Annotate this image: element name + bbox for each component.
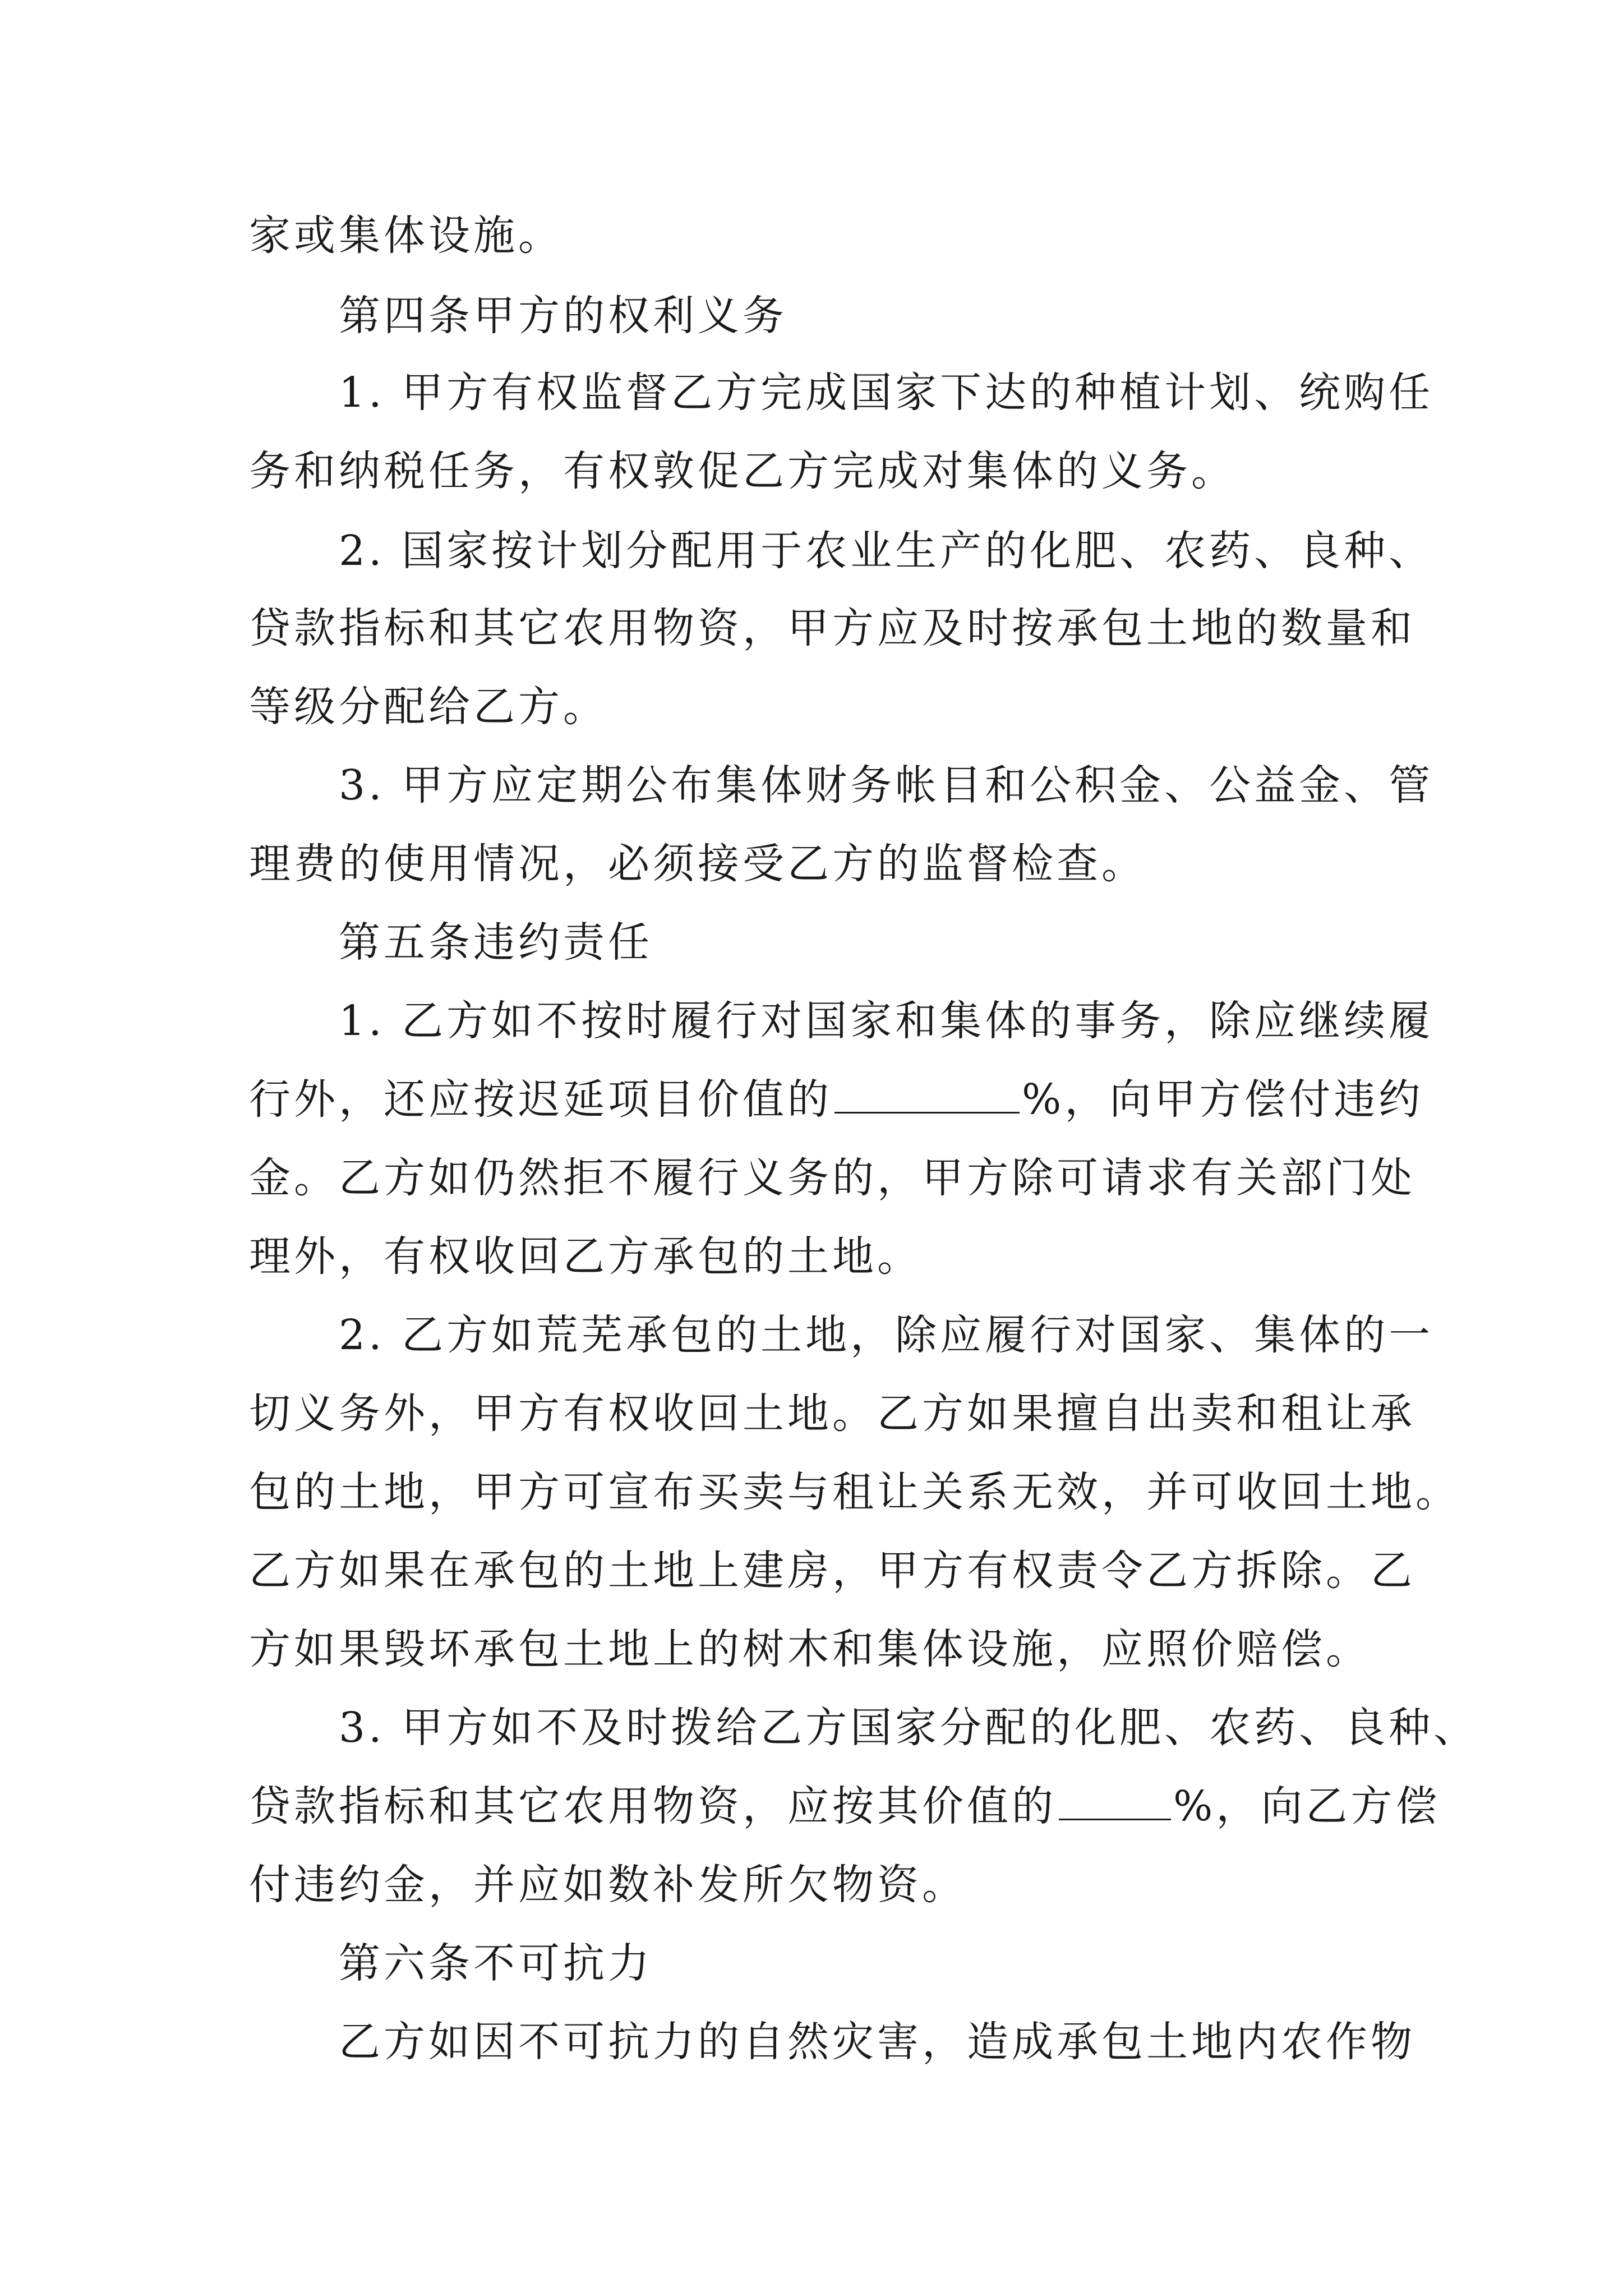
text-line-with-blank [249,1071,1424,1128]
text-segment: 贷款指标和其它农用物资，应按其价值的 [249,1782,1057,1830]
text-line: 务和纳税任务，有权敦促乙方完成对集体的义务。 [249,447,1236,495]
text-segment: %，向甲方偿付违约 [1022,1075,1424,1124]
text-line: 2. 乙方如荒芜承包的土地，除应履行对国家、集体的一 [339,1311,1434,1359]
fill-in-blank[interactable] [834,1073,1020,1114]
article-heading: 第五条违约责任 [339,918,653,967]
text-line-with-blank [249,1778,1441,1834]
text-line: 包的土地，甲方可宣布买卖与租让关系无效，并可收回土地。 [249,1468,1460,1516]
text-line: 乙方如因不可抗力的自然灾害，造成承包土地内农作物 [339,2018,1415,2066]
text-line: 贷款指标和其它农用物资，甲方应及时按承包土地的数量和 [249,604,1415,652]
text-line: 金。乙方如仍然拒不履行义务的，甲方除可请求有关部门处 [249,1154,1415,1202]
text-line: 切义务外，甲方有权收回土地。乙方如果擅自出卖和租让承 [249,1389,1415,1438]
text-line: 等级分配给乙方。 [249,683,608,731]
text-segment: %，向乙方偿 [1173,1782,1441,1830]
text-segment: 行外，还应按迟延项目价值的 [249,1075,832,1124]
fill-in-blank[interactable] [1059,1779,1171,1820]
text-line: 2. 国家按计划分配用于农业生产的化肥、农药、良种、 [339,527,1434,575]
text-line: 1. 乙方如不按时履行对国家和集体的事务，除应继续履 [339,997,1434,1045]
article-heading: 第四条甲方的权利义务 [339,292,787,340]
text-line: 乙方如果在承包的土地上建房，甲方有权责令乙方拆除。乙 [249,1547,1415,1595]
text-line: 家或集体设施。 [249,211,563,260]
text-line: 1. 甲方有权监督乙方完成国家下达的种植计划、统购任 [339,369,1434,417]
text-line: 3. 甲方应定期公布集体财务帐目和公积金、公益金、管 [339,761,1434,809]
text-line: 方如果毁坏承包土地上的树木和集体设施，应照价赔偿。 [249,1625,1371,1673]
article-heading: 第六条不可抗力 [339,1939,653,1987]
text-line: 3. 甲方如不及时拨给乙方国家分配的化肥、农药、良种、 [339,1704,1479,1752]
text-line: 理费的使用情况，必须接受乙方的监督检查。 [249,840,1146,888]
text-line: 付违约金，并应如数补发所欠物资。 [249,1861,967,1909]
text-line: 理外，有权收回乙方承包的土地。 [249,1232,922,1281]
